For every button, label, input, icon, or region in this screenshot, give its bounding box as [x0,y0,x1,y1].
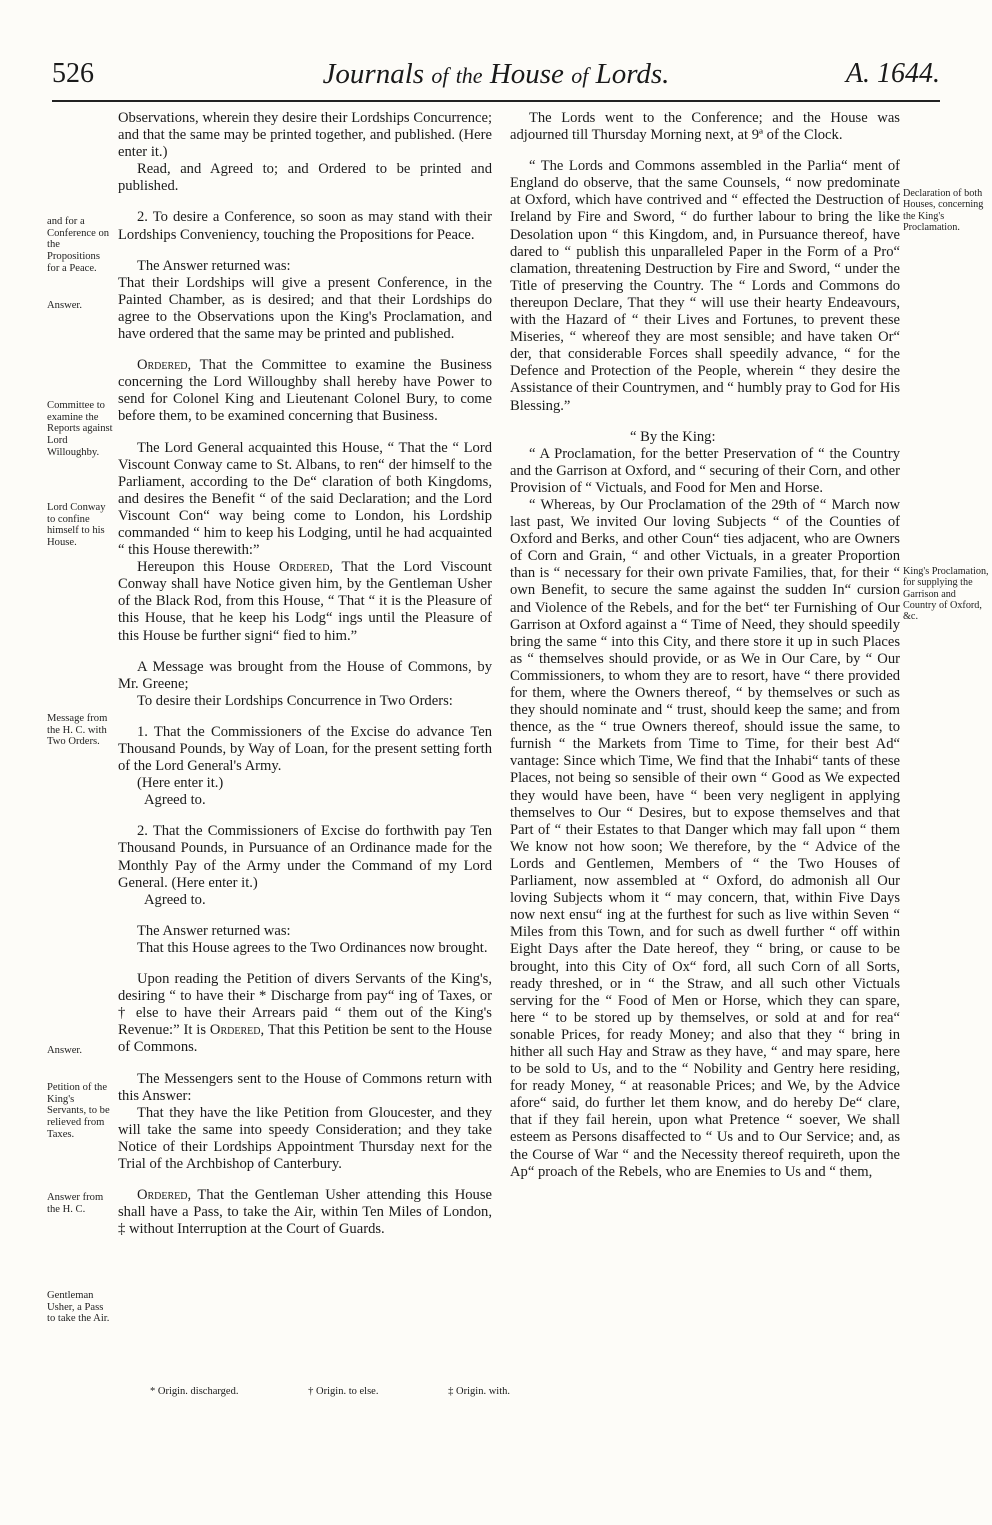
margin-note: Answer. [47,300,83,311]
paragraph: Ordered, That the Committee to examine the Business concerning the Lord Willoughby shall hereby have Power to send for Colonel King and Lieutenant Colonel Bury, to come before them, to be examined concerning that Business. [118,357,492,425]
margin-note: Message from the H. C. with Two Orders. [47,713,108,748]
paragraph: Agreed to. [144,792,206,809]
year: A. 1644. [845,58,940,89]
margin-note: Petition of the King's Servants, to be relieved from Taxes. [47,1082,110,1140]
margin-note: Gentleman Usher, a Pass to take the Air. [47,1290,110,1325]
page-number: 526 [52,58,94,89]
paragraph: “ A Proclamation, for the better Preservation of “ the Country and the Garrison at Oxford, and “ securing of their Corn, and other Provision of “ Victuals, and Food for Men and Horse. [510,445,900,496]
margin-note: Answer from the H. C. [47,1192,104,1215]
margin-note: and for a Conference on the Propositions for a Peace. [47,216,110,274]
paragraph: 1. That the Commissioners of the Excise do advance Ten Thousand Pounds, by Way of Loan, for the present setting forth of the Lord General's Army. [118,723,492,775]
paragraph: A Message was brought from the House of Commons, by Mr. Greene; [118,658,492,692]
paragraph: Agreed to. [144,891,206,908]
paragraph: Read, and Agreed to; and Ordered to be printed and published. [118,161,492,195]
header-rule [52,100,940,102]
paragraph: Hereupon this House Ordered, That the Lord Viscount Conway shall have Notice given him, by the Gentleman Usher of the Black Rod, from this House, “ That “ it is the Pleasure of this House, that he keep his Lodg“ ings until the Pleasure of this House be further signi“ fied to him.” [118,559,492,644]
footnote: * Origin. discharged. [150,1386,239,1397]
margin-note: Declaration of both Houses, concerning the King's Proclamation. [903,188,984,233]
paragraph: The Lord General acquainted this House, “ That the “ Lord Viscount Conway came to St. Albans, to ren“ der himself to the Parliament, according to the De“ claration of both Kingdoms, and desires the Benefit “ of the said Declaration; and the Lord Viscount Con“ way being come to London, his Lordship commanded “ him to keep his Lodging, until he had acquainted “ this House therewith:” [118,439,492,559]
running-title: Journals of the House of Lords. [322,58,670,90]
right-column [510,110,900,1181]
margin-note: King's Proclamation, for supplying the Garrison and Country of Oxford, &c. [903,566,989,623]
paragraph: Upon reading the Petition of divers Servants of the King's, desiring “ to have their * Discharge from pay“ ing of Taxes, or † else to have their Arrears paid “ them out of the King's Revenue:” It is Ordered, That this Petition be sent to the House of Commons. [118,971,492,1056]
margin-note: Committee to examine the Reports against Lord Willoughby. [47,400,113,458]
paragraph: (Here enter it.) [136,775,224,792]
paragraph: The Lords went to the Conference; and the House was adjourned till Thursday Morning next, at 9ª of the Clock. [510,110,900,144]
paragraph: “ Whereas, by Our Proclamation of the 29th of “ March now last past, We invited Our loving Subjects “ of the Counties of Oxford and Berks, and other Coun“ ties adjacent, who are Owners of Corn and Grain, “ and other Victuals, in a greater Proportion than is “ necessary for their own private Families, that, for their “ own Benefit, to secure the same against the sudden In“ cursion and Violence of the Rebels, and for the bet“ ter Furnishing of Our Garrison at Oxford against a “ Time of Need, they should speedily bring the same “ into this City, and there store it up in such Places as “ themselves should provide, or as We in Our Care, by “ Our Commissioners, to whom they are to resort, have “ there provided for them, where the Owners thereof, “ by themselves or such as they should nominate and “ trust, should keep the same; and from thence, as the “ true Owners thereof, should issue the same, to furnish “ the Markets from Time to Time, for their best Ad“ vantage: Since which Time, We find that the Inhabi“ tants of these Places, not being so sensible of their own “ Good as We expected they would have been, have “ been very negligent in applying themselves to Our “ Desires, but to expose themselves and that Part of “ their Estates to that Danger which may fall upon “ them We know not how soon; We therefore, by the “ Advice of the Lords and Gentlemen, Members of “ the Two Houses of Parliament, now assembled at “ Oxford, do admonish all Our loving Subjects whom it “ may concern, that, within Five Days now next ensu“ ing at the furthest for such as live within Seven “ Miles from this Town, and for such as dwell further “ off within Eight Days after the Date hereof, they “ bring, or cause to be brought, into this City of Ox“ ford, all such Corn of all Sorts, ready threshed, or in “ the Straw, and all such other Victuals serving for the “ Food of Men or Horse, which they can spare, here “ to be stored up by themselves, or sold at and for rea“ sonable Prices, for ready Money; and also that they “ bring in hither all such Hay and Straw as they have, “ and may spare, here to be sold to Us, and to the “ Nobility and Gentry here residing, for ready Money, “ at reasonable Prices; and We, by the Advice afore“ said, do further let them know, and do hereby De“ clare, that if they fail herein, upon what Pretence “ soever, We shall esteem as Persons disaffected to “ Us and to Our Service; and, as the Course of War “ and the Necessity thereof requireth, upon the Ap“ proach of the Rebels, who are Enemies to Us and “ them, [510,496,900,1180]
paragraph: 2. To desire a Conference, so soon as may stand with their Lordships Conveniency, touching the Propositions for Peace. [118,209,492,243]
footnote: † Origin. to else. [308,1386,379,1397]
paragraph: Ordered, That the Gentleman Usher attending this House shall have a Pass, to take the Air, within Ten Miles of London, ‡ without Interruption at the Court of Guards. [118,1187,492,1238]
paragraph: To desire their Lordships Concurrence in Two Orders: [136,692,453,709]
paragraph: That they have the like Petition from Gloucester, and they will take the same into speedy Consideration; and they take Notice of their Lordships Appointment Thursday next for the Trial of the Archbishop of Canterbury. [118,1104,492,1172]
paragraph: The Answer returned was: [136,257,291,274]
footnote: ‡ Origin. with. [448,1386,510,1397]
margin-note: Lord Conway to confine himself to his House. [47,502,106,549]
paragraph: “ The Lords and Commons assembled in the Parlia“ ment of England do observe, that the same Counsels, “ now predominate at Oxford, which have contrived and “ effected the Destruction of Ireland by Fire and Sword, “ do further labour to bring the like Desolation upon “ this Kingdom, and, in Pursuance thereof, have dared to “ publish this unparalleled Paper in the Form of a Pro“ clamation, threatening Destruction by Fire and Sword, “ under the Title of preserving the Country. The “ Lords and Commons do thereupon Declare, That they “ will use their hearty Endeavours, with the Hazard of “ their Lives and Fortunes, to prevent these Miseries, “ whereof they are most sensible; and have taken Or“ der, that considerable Forces shall speedily advance, “ for the Defence and Protection of the People, wherein “ they desire the Assistance of their Countrymen, and “ humbly pray to God for His Blessing.” [510,158,900,414]
paragraph: “ By the King: [630,428,716,445]
margin-note: Answer. [47,1045,83,1056]
left-column [118,110,492,1238]
paragraph: That this House agrees to the Two Ordinances now brought. [136,939,488,956]
paragraph: That their Lordships will give a present Conference, in the Painted Chamber, as is desired; and that their Lordships do agree to the Observations upon the King's Proclamation, and have ordered that the same may be printed and published. [118,274,492,343]
paragraph: The Messengers sent to the House of Commons return with this Answer: [118,1070,492,1104]
paragraph: Observations, wherein they desire their Lordships Concurrence; and that the same may be printed together, and published. (Here enter it.) [118,110,492,161]
paragraph: The Answer returned was: [136,922,291,939]
paragraph: 2. That the Commissioners of Excise do forthwith pay Ten Thousand Pounds, in Pursuance of an Ordinance made for the Monthly Pay of the Army under the Command of my Lord General. (Here enter it.) [118,823,492,891]
footnotes [150,1386,510,1397]
